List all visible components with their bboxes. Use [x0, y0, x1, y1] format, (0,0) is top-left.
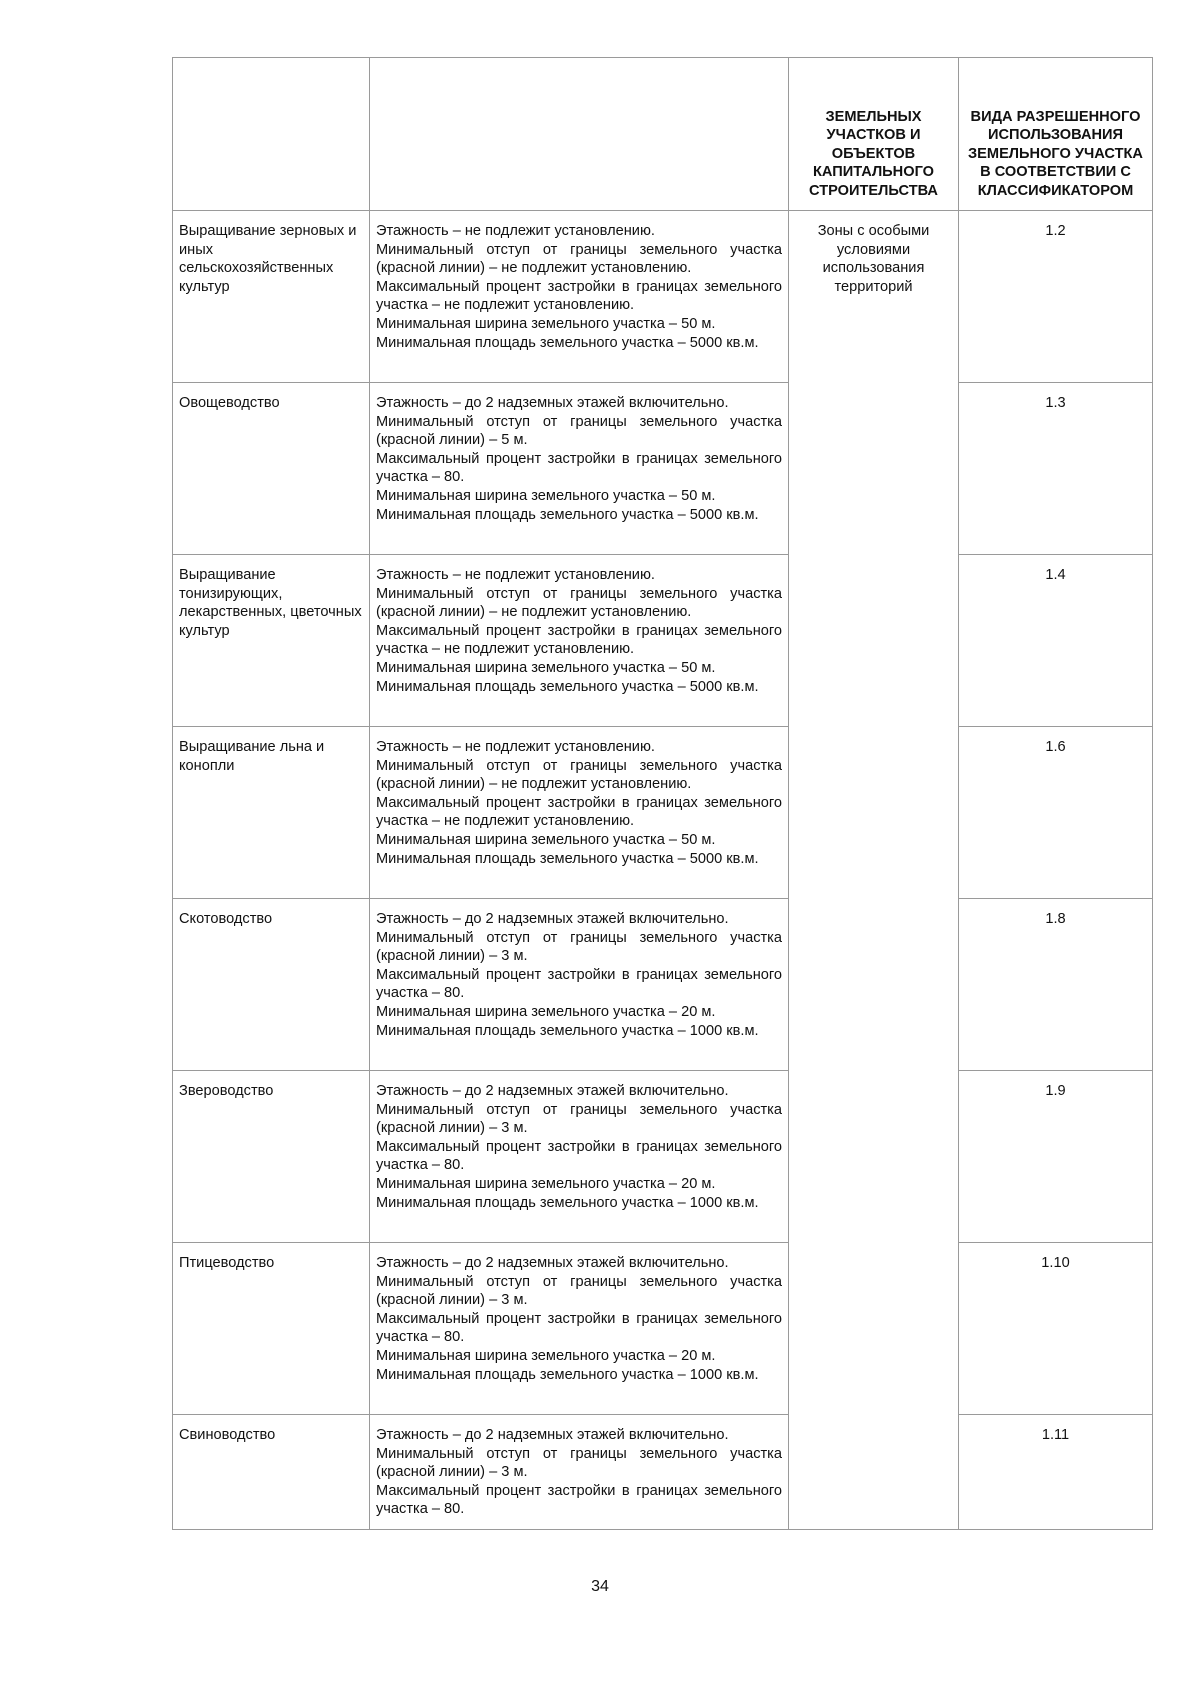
classifier-code: 1.8: [959, 899, 1153, 1071]
parameter-line: Минимальная ширина земельного участка – 50 м.: [376, 659, 716, 676]
parameter-line: Максимальный процент застройки в границах земельного участка – 80.: [376, 450, 782, 486]
parameter-line: Этажность – до 2 надземных этажей включительно.: [376, 395, 729, 411]
parameter-line: Максимальный процент застройки в границах земельного участка – не подлежит установлению.: [376, 794, 782, 830]
classifier-code: 1.11: [959, 1415, 1153, 1530]
parameter-line: Минимальный отступ от границы земельного участка (красной линии) – 3 м.: [376, 1445, 782, 1481]
header-classifier-code: ВИДА РАЗРЕШЕННОГО ИСПОЛЬЗОВАНИЯ ЗЕМЕЛЬНОГО УЧАСТКА В СООТВЕТСТВИИ С КЛАССИФИКАТОРОМ: [959, 58, 1153, 211]
header-parameters: [370, 58, 789, 211]
use-type-name: Птицеводство: [173, 1243, 370, 1415]
parameter-line: Максимальный процент застройки в границах земельного участка – 80.: [376, 1310, 782, 1346]
parameter-line: Минимальная ширина земельного участка – 20 м.: [376, 1175, 716, 1192]
land-use-table: [172, 57, 1153, 1530]
table-row: [173, 383, 1153, 555]
parameter-line: Минимальный отступ от границы земельного участка (красной линии) – 3 м.: [376, 1101, 782, 1137]
parameter-line: Максимальный процент застройки в границах земельного участка – 80.: [376, 1482, 782, 1518]
table-row: [173, 1071, 1153, 1243]
use-parameters: [370, 1243, 789, 1415]
use-type-name: Овощеводство: [173, 383, 370, 555]
parameter-line: Минимальный отступ от границы земельного участка (красной линии) – не подлежит установлению.: [376, 585, 782, 621]
classifier-code: 1.4: [959, 555, 1153, 727]
parameter-line: Минимальный отступ от границы земельного участка (красной линии) – не подлежит установлению.: [376, 241, 782, 277]
parameter-line: Минимальный отступ от границы земельного участка (красной линии) – не подлежит установлению.: [376, 757, 782, 793]
parameter-line: Минимальный отступ от границы земельного участка (красной линии) – 5 м.: [376, 413, 782, 449]
special-zone-cell: Зоны с особыми условиями использования территорий: [789, 211, 959, 1530]
use-type-name: Выращивание льна и конопли: [173, 727, 370, 899]
parameter-line: Максимальный процент застройки в границах земельного участка – не подлежит установлению.: [376, 622, 782, 658]
classifier-code: 1.6: [959, 727, 1153, 899]
classifier-code: 1.9: [959, 1071, 1153, 1243]
parameter-line: Минимальная площадь земельного участка – 1000 кв.м.: [376, 1194, 759, 1211]
parameter-line: Максимальный процент застройки в границах земельного участка – 80.: [376, 1138, 782, 1174]
use-parameters: [370, 211, 789, 383]
table-row: [173, 727, 1153, 899]
header-use-type: [173, 58, 370, 211]
parameter-line: Максимальный процент застройки в границах земельного участка – 80.: [376, 966, 782, 1002]
parameter-line: Минимальная ширина земельного участка – 50 м.: [376, 831, 716, 848]
use-parameters: [370, 383, 789, 555]
parameter-line: Минимальная ширина земельного участка – 20 м.: [376, 1003, 716, 1020]
parameter-line: Минимальная площадь земельного участка – 1000 кв.м.: [376, 1022, 759, 1039]
table-row: [173, 1243, 1153, 1415]
use-parameters: [370, 1071, 789, 1243]
parameter-line: Этажность – до 2 надземных этажей включительно.: [376, 1083, 729, 1099]
parameter-line: Минимальная площадь земельного участка – 5000 кв.м.: [376, 850, 759, 867]
parameter-line: Этажность – не подлежит установлению.: [376, 739, 655, 755]
use-parameters: [370, 555, 789, 727]
table-row: [173, 1415, 1153, 1530]
parameter-line: Этажность – до 2 надземных этажей включительно.: [376, 1255, 729, 1271]
classifier-code: 1.10: [959, 1243, 1153, 1415]
parameter-line: Максимальный процент застройки в границах земельного участка – не подлежит установлению.: [376, 278, 782, 314]
table-body: [173, 211, 1153, 1530]
table-row: [173, 211, 1153, 383]
parameter-line: Минимальная ширина земельного участка – 50 м.: [376, 487, 716, 504]
parameter-line: Этажность – до 2 надземных этажей включительно.: [376, 1427, 729, 1443]
parameter-line: Минимальный отступ от границы земельного участка (красной линии) – 3 м.: [376, 929, 782, 965]
use-parameters: [370, 1415, 789, 1530]
use-type-name: Звероводство: [173, 1071, 370, 1243]
page-number: 34: [591, 1578, 609, 1595]
parameter-line: Минимальная площадь земельного участка – 5000 кв.м.: [376, 506, 759, 523]
parameter-line: Минимальный отступ от границы земельного участка (красной линии) – 3 м.: [376, 1273, 782, 1309]
table-header-row: [173, 58, 1153, 211]
parameter-line: Этажность – не подлежит установлению.: [376, 223, 655, 239]
use-type-name: Выращивание зерновых и иных сельскохозяйственных культур: [173, 211, 370, 383]
parameter-line: Минимальная площадь земельного участка – 5000 кв.м.: [376, 678, 759, 695]
use-type-name: Свиноводство: [173, 1415, 370, 1530]
parameter-line: Минимальная ширина земельного участка – 50 м.: [376, 315, 716, 332]
use-type-name: Выращивание тонизирующих, лекарственных, цветочных культур: [173, 555, 370, 727]
table-row: [173, 555, 1153, 727]
parameter-line: Минимальная площадь земельного участка – 5000 кв.м.: [376, 334, 759, 351]
parameter-line: Этажность – не подлежит установлению.: [376, 567, 655, 583]
classifier-code: 1.3: [959, 383, 1153, 555]
use-parameters: [370, 899, 789, 1071]
parameter-line: Этажность – до 2 надземных этажей включительно.: [376, 911, 729, 927]
parameter-line: Минимальная ширина земельного участка – 20 м.: [376, 1347, 716, 1364]
use-parameters: [370, 727, 789, 899]
use-type-name: Скотоводство: [173, 899, 370, 1071]
table-row: [173, 899, 1153, 1071]
classifier-code: 1.2: [959, 211, 1153, 383]
parameter-line: Минимальная площадь земельного участка – 1000 кв.м.: [376, 1366, 759, 1383]
header-land-plots: ЗЕМЕЛЬНЫХ УЧАСТКОВ И ОБЪЕКТОВ КАПИТАЛЬНОГО СТРОИТЕЛЬСТВА: [789, 58, 959, 211]
